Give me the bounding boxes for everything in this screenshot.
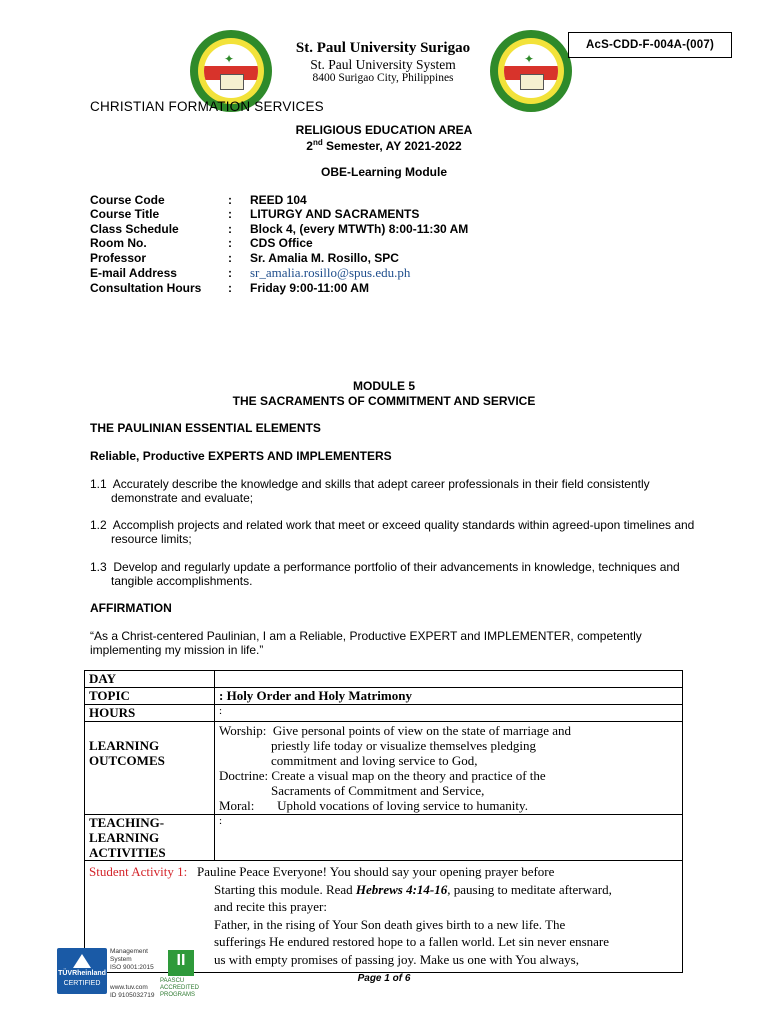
outcome-line: Worship: Give personal points of view on the state of marriage and: [219, 723, 572, 738]
info-value: Sr. Amalia M. Rosillo, SPC: [250, 251, 399, 265]
info-value: Friday 9:00-11:00 AM: [250, 281, 369, 295]
department-name: CHRISTIAN FORMATION SERVICES: [90, 99, 324, 114]
info-colon: :: [228, 266, 232, 280]
paascu-line: PAASCU: [160, 978, 185, 984]
activity-text: Starting this module. Read: [214, 881, 356, 897]
lesson-table: [84, 670, 683, 973]
activities-label-line: LEARNING: [89, 830, 160, 845]
paascu-number: II: [176, 952, 186, 969]
topic-label: TOPIC: [85, 688, 215, 705]
activity-line: Father, in the rising of Your Son death gives birth to a new life. The: [214, 916, 566, 932]
item-number: 1.2: [90, 518, 107, 532]
semester-number: 2: [306, 139, 313, 153]
table-row-outcomes: [85, 722, 683, 815]
outcomes-label: [85, 722, 215, 815]
item-text-cont: tangible accomplishments.: [111, 574, 253, 588]
activity-text: , pausing to meditate afterward,: [447, 881, 612, 897]
university-system: St. Paul University System: [310, 57, 456, 72]
hours-value: :: [215, 705, 683, 722]
hours-label: HOURS: [85, 705, 215, 722]
info-value: Block 4, (every MTWTh) 8:00-11:30 AM: [250, 222, 469, 236]
activity-text: Pauline Peace Everyone! You should say your opening prayer before: [196, 864, 555, 879]
activity-line: sufferings He endured restored hope to a fallen world. Let sin never ensnare: [214, 934, 610, 949]
cert-brand: TÜVRheinland: [58, 970, 106, 977]
activities-label-line: TEACHING-: [89, 815, 165, 830]
table-row-topic: [85, 688, 683, 705]
item-text-cont: demonstrate and evaluate;: [111, 491, 254, 505]
info-label: Room No.: [90, 236, 147, 250]
cert-id: ID 9105032719: [110, 992, 155, 999]
tuv-certification-logo: [57, 948, 107, 994]
outcome-item-1-3: [90, 560, 680, 588]
info-label: Class Schedule: [90, 222, 179, 236]
item-number: 1.1: [90, 477, 107, 491]
day-value: [215, 671, 683, 688]
outcomes-label-line: LEARNING: [89, 738, 160, 753]
affirmation-line: “As a Christ-centered Paulinian, I am a Reliable, Productive EXPERT and IMPLEMENTER, competently: [90, 629, 642, 643]
document-code: AcS-CDD-F-004A-(007): [568, 32, 732, 58]
item-text: Accurately describe the knowledge and skills that adept career professionals in their field consistently: [112, 477, 650, 491]
table-row-day: [85, 671, 683, 688]
info-label: Course Title: [90, 207, 160, 221]
cert-line: Management: [110, 948, 148, 955]
item-text-cont: resource limits;: [111, 532, 192, 546]
cert-web: www.tuv.com: [110, 984, 148, 991]
university-seal-right: ✦: [490, 30, 572, 112]
outcome-item-1-2: [90, 518, 694, 546]
university-name: St. Paul University Surigao: [295, 40, 471, 56]
topic-value: : Holy Order and Holy Matrimony: [215, 688, 683, 705]
affirmation-heading: AFFIRMATION: [90, 601, 172, 615]
essential-elements-heading: THE PAULINIAN ESSENTIAL ELEMENTS: [90, 421, 321, 435]
university-address: 8400 Surigao City, Philippines: [312, 72, 454, 84]
email-link[interactable]: sr_amalia.rosillo@spus.edu.ph: [250, 265, 411, 280]
affirmation-text: [90, 629, 642, 657]
outcome-line: commitment and loving service to God,: [219, 753, 478, 768]
semester-suffix: nd: [312, 138, 323, 147]
outcome-item-1-1: [90, 477, 650, 505]
activity-line: and recite this prayer:: [214, 899, 327, 914]
item-text: Develop and regularly update a performance portfolio of their advancements in knowledge, techniques and: [113, 560, 680, 574]
outcomes-label-line: OUTCOMES: [89, 753, 165, 768]
module-number: MODULE 5: [352, 379, 415, 393]
info-label: Course Code: [90, 193, 165, 207]
table-row-activities: [85, 815, 683, 861]
cert-badge: CERTIFIED: [63, 980, 101, 987]
info-value: REED 104: [250, 193, 307, 207]
paascu-line: PROGRAMS: [160, 992, 196, 998]
affirmation-line: implementing my mission in life.”: [90, 643, 264, 657]
module-type: OBE-Learning Module: [321, 165, 447, 179]
info-colon: :: [228, 251, 232, 265]
semester-line: [0, 138, 768, 153]
outcome-line: Doctrine: Create a visual map on the theory and practice of the: [219, 768, 546, 783]
day-label: DAY: [85, 671, 215, 688]
info-colon: :: [228, 236, 232, 250]
info-colon: :: [228, 281, 232, 295]
outcome-line: Moral: Uphold vocations of loving service to humanity.: [219, 798, 528, 813]
item-number: 1.3: [90, 560, 107, 574]
area-title: RELIGIOUS EDUCATION AREA: [295, 123, 473, 137]
cert-line: ISO 9001:2015: [110, 964, 154, 971]
experts-subheading: Reliable, Productive EXPERTS AND IMPLEMENTERS: [90, 449, 392, 463]
info-colon: :: [228, 193, 232, 207]
info-value: CDS Office: [250, 236, 313, 250]
activities-value: :: [215, 815, 683, 861]
university-seal-left: ✦: [190, 30, 272, 112]
outcomes-value: [215, 722, 683, 815]
outcome-line: Sacraments of Commitment and Service,: [219, 783, 485, 798]
activity-line: us with empty promises of passing joy. Make us one with You always,: [214, 951, 579, 967]
activities-label: [85, 815, 215, 861]
table-row-hours: [85, 705, 683, 722]
info-label: E-mail Address: [90, 266, 177, 280]
info-value: LITURGY AND SACRAMENTS: [250, 207, 420, 221]
module-title: THE SACRAMENTS OF COMMITMENT AND SERVICE: [232, 394, 536, 408]
info-colon: :: [228, 207, 232, 221]
student-activity-label: Student Activity 1:: [89, 864, 188, 879]
outcome-line: priestly life today or visualize themselves pledging: [219, 738, 536, 753]
info-label: Consultation Hours: [90, 281, 202, 295]
cert-line: System: [110, 956, 132, 963]
paascu-line: ACCREDITED: [160, 985, 200, 991]
page-number: [0, 973, 768, 984]
info-label: Professor: [90, 251, 147, 265]
activities-label-line: ACTIVITIES: [89, 845, 166, 860]
info-colon: :: [228, 222, 232, 236]
semester-text: Semester, AY 2021-2022: [322, 139, 462, 153]
item-text: Accomplish projects and related work that meet or exceed quality standards within agreed-upon timelines and: [112, 518, 695, 532]
page-number-text: Page 1 of 6: [357, 973, 411, 984]
scripture-reference: Hebrews 4:14-16: [355, 881, 448, 897]
